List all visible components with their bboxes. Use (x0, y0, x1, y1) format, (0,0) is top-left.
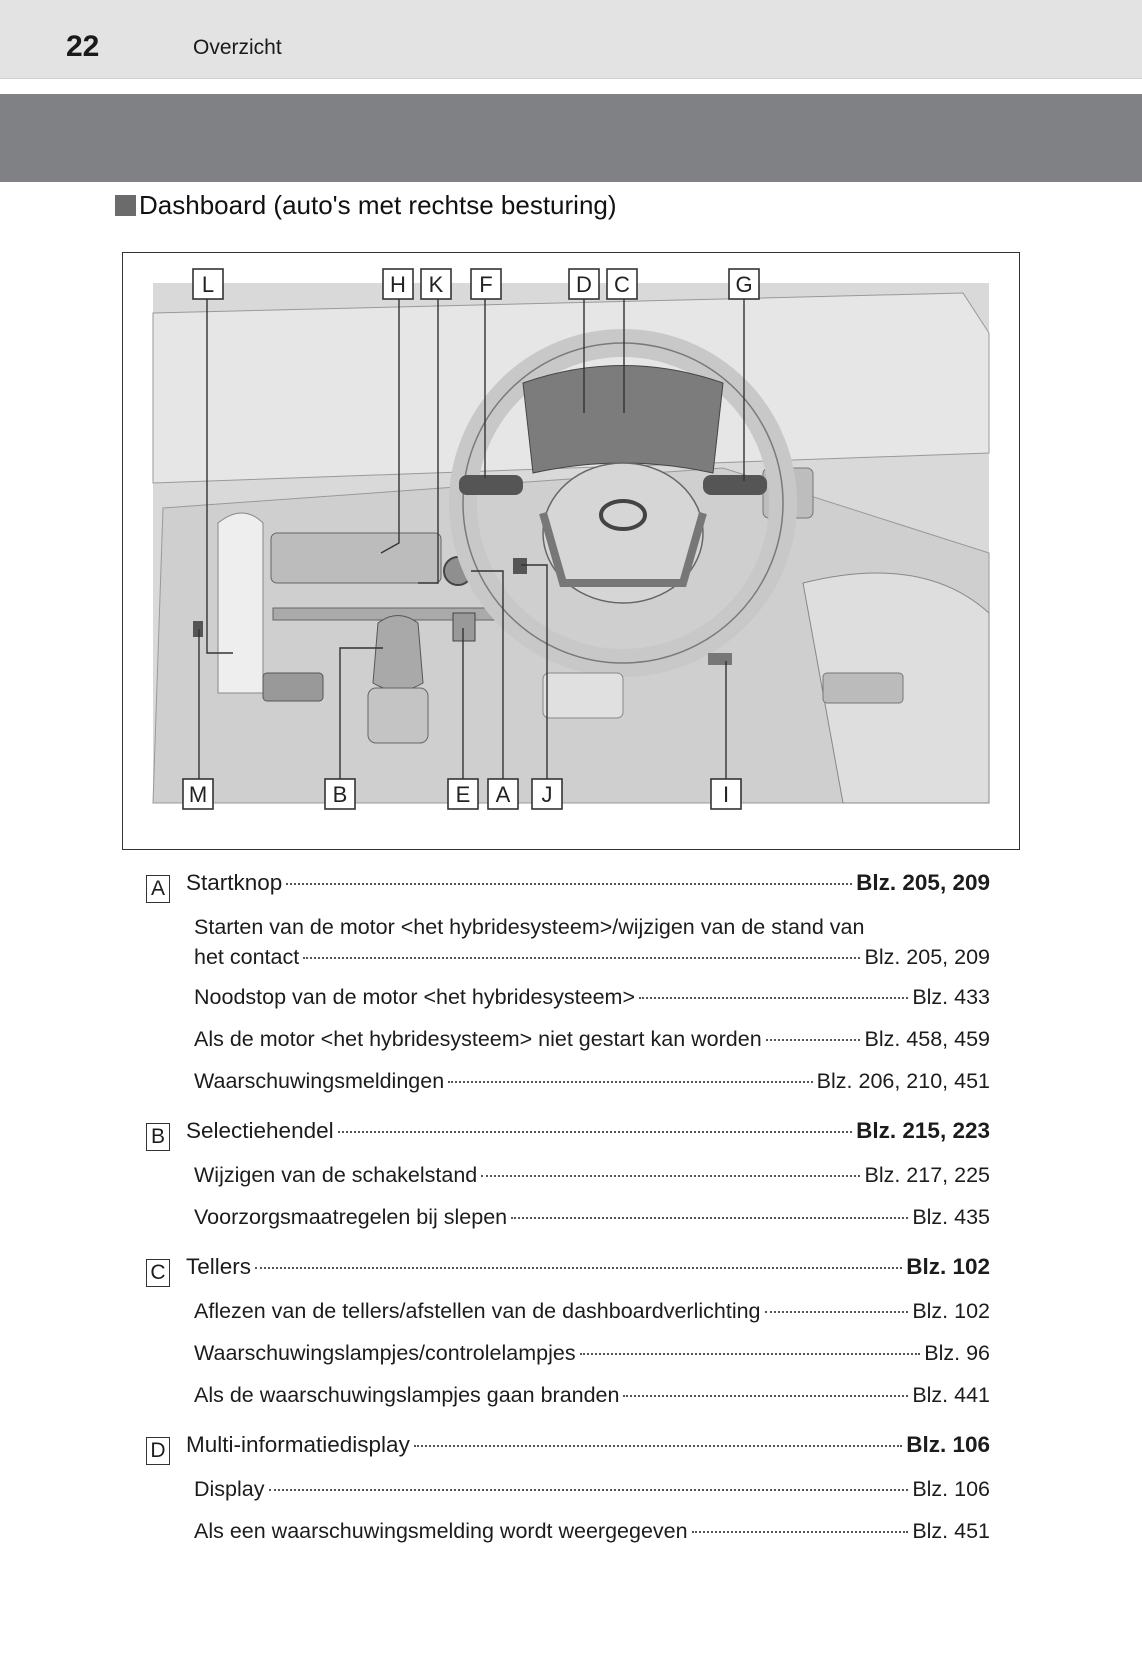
entry-sub-pages: Blz. 433 (912, 985, 990, 1009)
callout-j (532, 779, 562, 809)
entry-label: Selectiehendel (186, 1118, 334, 1143)
entry-sub (146, 1474, 990, 1516)
entry-group-b (146, 1116, 990, 1244)
entry-sub (146, 912, 990, 972)
shift-base (368, 688, 428, 743)
entry-sub (146, 1380, 990, 1422)
callout-a (488, 779, 518, 809)
svg-text:B: B (332, 782, 348, 807)
dot-leader (765, 1311, 909, 1313)
entry-group-a (146, 868, 990, 1108)
window-switches (823, 673, 903, 703)
callout-c (607, 269, 637, 299)
entry-letter: D (146, 1437, 170, 1465)
switch-m (193, 621, 203, 637)
dot-leader (286, 883, 852, 885)
entry-sub-pages: Blz. 451 (912, 1519, 990, 1543)
entry-main (146, 1430, 990, 1472)
dot-leader (623, 1395, 908, 1397)
callout-i (711, 779, 741, 809)
entry-sub-pages: Blz. 106 (912, 1477, 990, 1501)
instrument-cluster (523, 366, 723, 474)
dot-leader (448, 1081, 813, 1083)
entry-label: Multi-informatiedisplay (186, 1432, 410, 1457)
switch-j (513, 558, 527, 574)
left-stalk (459, 475, 523, 495)
dot-leader (303, 957, 860, 959)
dot-leader (255, 1267, 902, 1269)
header-band (0, 94, 1142, 182)
callout-b (325, 779, 355, 809)
entry-list (146, 868, 990, 1566)
entry-main (146, 868, 990, 910)
entry-pages: Blz. 215, 223 (856, 1118, 990, 1143)
entry-sub (146, 982, 990, 1024)
entry-letter: A (146, 875, 170, 903)
chapter-title: Overzicht (193, 36, 282, 59)
svg-text:L: L (201, 272, 215, 297)
remote-touch (263, 673, 323, 701)
callout-h (383, 269, 413, 299)
dot-leader (511, 1217, 908, 1219)
dot-leader (414, 1445, 902, 1447)
entry-group-c (146, 1252, 990, 1422)
entry-sub-line1: Starten van de motor <het hybridesysteem>/wijzigen van de stand van (194, 915, 865, 939)
entry-sub-pages: Blz. 217, 225 (864, 1163, 990, 1187)
svg-text:J: J (541, 782, 553, 807)
entry-sub (146, 1516, 990, 1558)
dot-leader (639, 997, 908, 999)
entry-sub (146, 1338, 990, 1380)
page-number: 22 (66, 30, 100, 63)
entry-sub-pages: Blz. 435 (912, 1205, 990, 1229)
svg-text:F: F (479, 272, 493, 297)
entry-pages: Blz. 102 (906, 1254, 990, 1279)
entry-sub-pages: Blz. 96 (924, 1341, 990, 1365)
callout-d (569, 269, 599, 299)
right-stalk (703, 475, 767, 495)
dashboard-illustration (122, 252, 1020, 850)
entry-sub (146, 1024, 990, 1066)
entry-main (146, 1252, 990, 1294)
entry-sub-pages: Blz. 441 (912, 1383, 990, 1407)
section-title (115, 190, 617, 221)
entry-sub-pages: Blz. 205, 209 (864, 945, 990, 969)
entry-sub (146, 1160, 990, 1202)
footrest (543, 673, 623, 718)
entry-sub (146, 1202, 990, 1244)
entry-sub-pages: Blz. 102 (912, 1299, 990, 1323)
entry-pages: Blz. 205, 209 (856, 870, 990, 895)
switch-i (708, 653, 732, 665)
entry-sub-label: Waarschuwingslampjes/controlelampjes (194, 1341, 576, 1365)
dot-leader (580, 1353, 921, 1355)
entry-label: Startknop (186, 870, 283, 895)
svg-text:H: H (390, 272, 406, 297)
callout-g (729, 269, 759, 299)
entry-sub-label: Als de motor <het hybridesysteem> niet gestart kan worden (194, 1027, 762, 1051)
svg-text:G: G (735, 272, 753, 297)
dot-leader (269, 1489, 909, 1491)
entry-sub-line2 (194, 942, 990, 972)
svg-text:D: D (576, 272, 592, 297)
page-header (0, 0, 1142, 79)
entry-sub-label: Als de waarschuwingslampjes gaan branden (194, 1383, 620, 1407)
dot-leader (481, 1175, 860, 1177)
svg-text:K: K (428, 272, 444, 297)
callout-m (183, 779, 213, 809)
entry-letter: C (146, 1259, 170, 1287)
entry-sub-label: Aflezen van de tellers/afstellen van de dashboardverlichting (194, 1299, 761, 1323)
callout-k (421, 269, 451, 299)
entry-sub-pages: Blz. 458, 459 (864, 1027, 990, 1051)
entry-sub-label: Wijzigen van de schakelstand (194, 1163, 478, 1187)
entry-letter: B (146, 1123, 170, 1151)
svg-text:M: M (188, 782, 208, 807)
entry-label: Tellers (186, 1254, 252, 1279)
dot-leader (338, 1131, 853, 1133)
svg-text:E: E (455, 782, 471, 807)
section-square-icon (115, 195, 136, 216)
dot-leader (766, 1039, 861, 1041)
dot-leader (692, 1531, 909, 1533)
entry-sub-label: Waarschuwingsmeldingen (194, 1069, 445, 1093)
entry-sub (146, 1066, 990, 1108)
svg-text:I: I (722, 782, 730, 807)
entry-sub (146, 1296, 990, 1338)
entry-sub-label: Als een waarschuwingsmelding wordt weergegeven (194, 1519, 688, 1543)
entry-sub-label: Voorzorgsmaatregelen bij slepen (194, 1205, 508, 1229)
entry-main (146, 1116, 990, 1158)
callout-f (471, 269, 501, 299)
svg-text:A: A (495, 782, 511, 807)
center-vents (271, 533, 441, 583)
entry-group-d (146, 1430, 990, 1558)
shift-lever (373, 616, 423, 691)
entry-sub-label: Noodstop van de motor <het hybridesysteem> (194, 985, 636, 1009)
entry-sub-label: het contact (194, 945, 300, 969)
entry-pages: Blz. 106 (906, 1432, 990, 1457)
callout-e (448, 779, 478, 809)
entry-sub-pages: Blz. 206, 210, 451 (816, 1069, 990, 1093)
svg-text:C: C (614, 272, 630, 297)
switch-e (453, 613, 475, 641)
center-trim (218, 513, 263, 693)
entry-sub-label: Display (194, 1477, 265, 1501)
dashboard-drawing (123, 253, 1019, 849)
section-title-text: Dashboard (auto's met rechtse besturing) (139, 190, 617, 220)
callout-l (193, 269, 223, 299)
